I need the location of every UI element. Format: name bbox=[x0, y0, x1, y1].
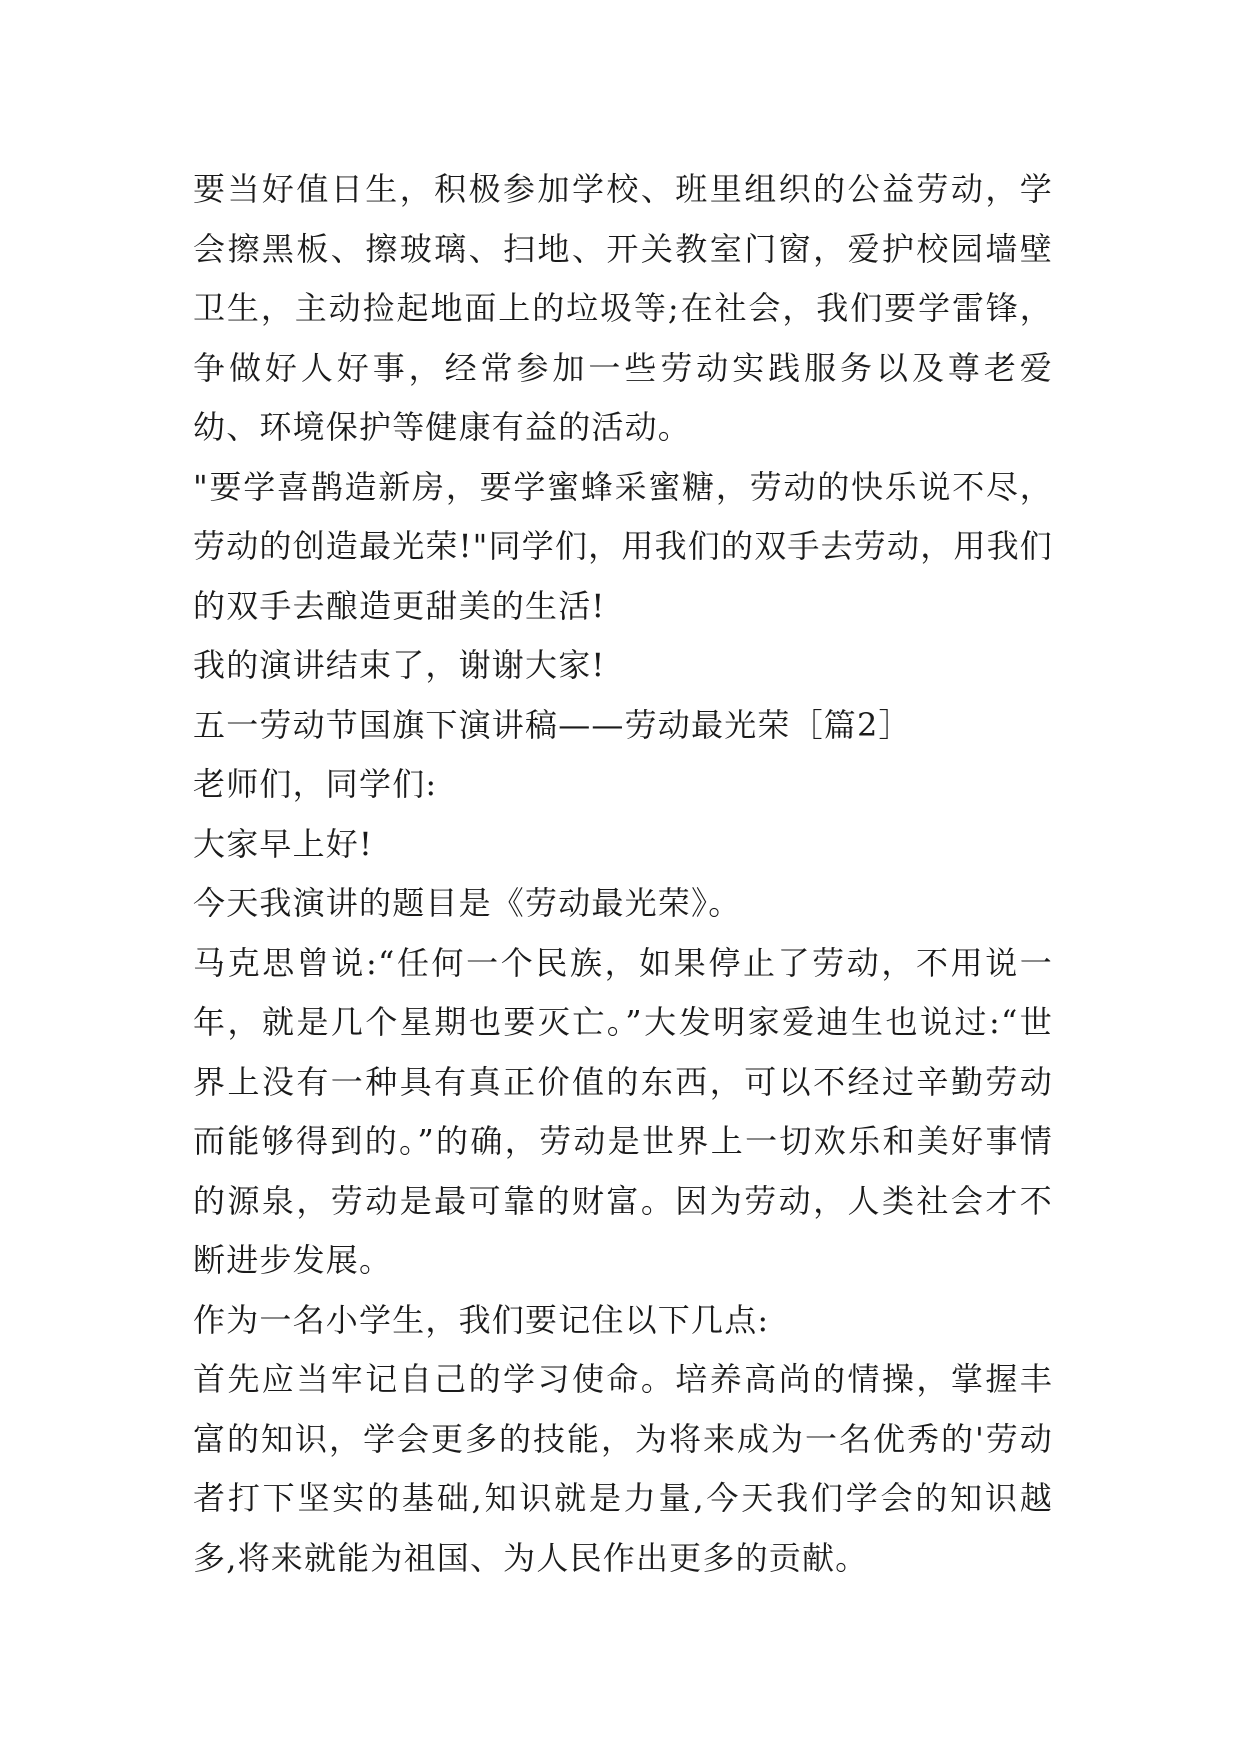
speech-topic: 今天我演讲的题目是《劳动最光荣》。 bbox=[193, 884, 742, 922]
paragraph-points-intro: 作为一名小学生，我们要记住以下几点: bbox=[193, 1300, 770, 1339]
paragraph-quotes: 马克思曾说:“任何一个民族，如果停止了劳动，不用说一年，就是几个星期也要灭亡。”大发明家爱迪生也说过:“世界上没有一种具有真正价值的东西，可以不经过辛勤劳动而能够得到的。”的确，劳动是世界上一切欢乐和美好事情的源泉，劳动是最可靠的财富。因为劳动，人类社会才不断进步发展。 bbox=[193, 943, 1053, 1279]
paragraph-labor-rhyme: "要学喜鹊造新房，要学蜜蜂采蜜糖，劳动的快乐说不尽，劳动的创造最光荣!"同学们，用我们的双手去劳动，用我们的双手去酿造更甜美的生活! bbox=[193, 467, 1053, 625]
section-title: 五一劳动节国旗下演讲稿——劳动最光荣［篇2］ bbox=[193, 705, 912, 744]
paragraph-labor-activities: 要当好值日生，积极参加学校、班里组织的公益劳动，学会擦黑板、擦玻璃、扫地、开关教室门窗，爱护校园墙壁卫生，主动捡起地面上的垃圾等;在社会，我们要学雷锋，争做好人好事，经常参加一些劳动实践服务以及尊老爱幼、环境保护等健康有益的活动。 bbox=[193, 170, 1053, 446]
document-body bbox=[193, 160, 1053, 1588]
salutation: 老师们，同学们: bbox=[193, 765, 438, 803]
paragraph-speech-end: 我的演讲结束了，谢谢大家! bbox=[193, 646, 606, 684]
paragraph-first-point: 首先应当牢记自己的学习使命。培养高尚的情操，掌握丰富的知识，学会更多的技能，为将来成为一名优秀的'劳动者打下坚实的基础,知识就是力量,今天我们学会的知识越多,将来就能为祖国、为人民作出更多的贡献。 bbox=[193, 1360, 1053, 1577]
greeting: 大家早上好! bbox=[193, 824, 374, 863]
